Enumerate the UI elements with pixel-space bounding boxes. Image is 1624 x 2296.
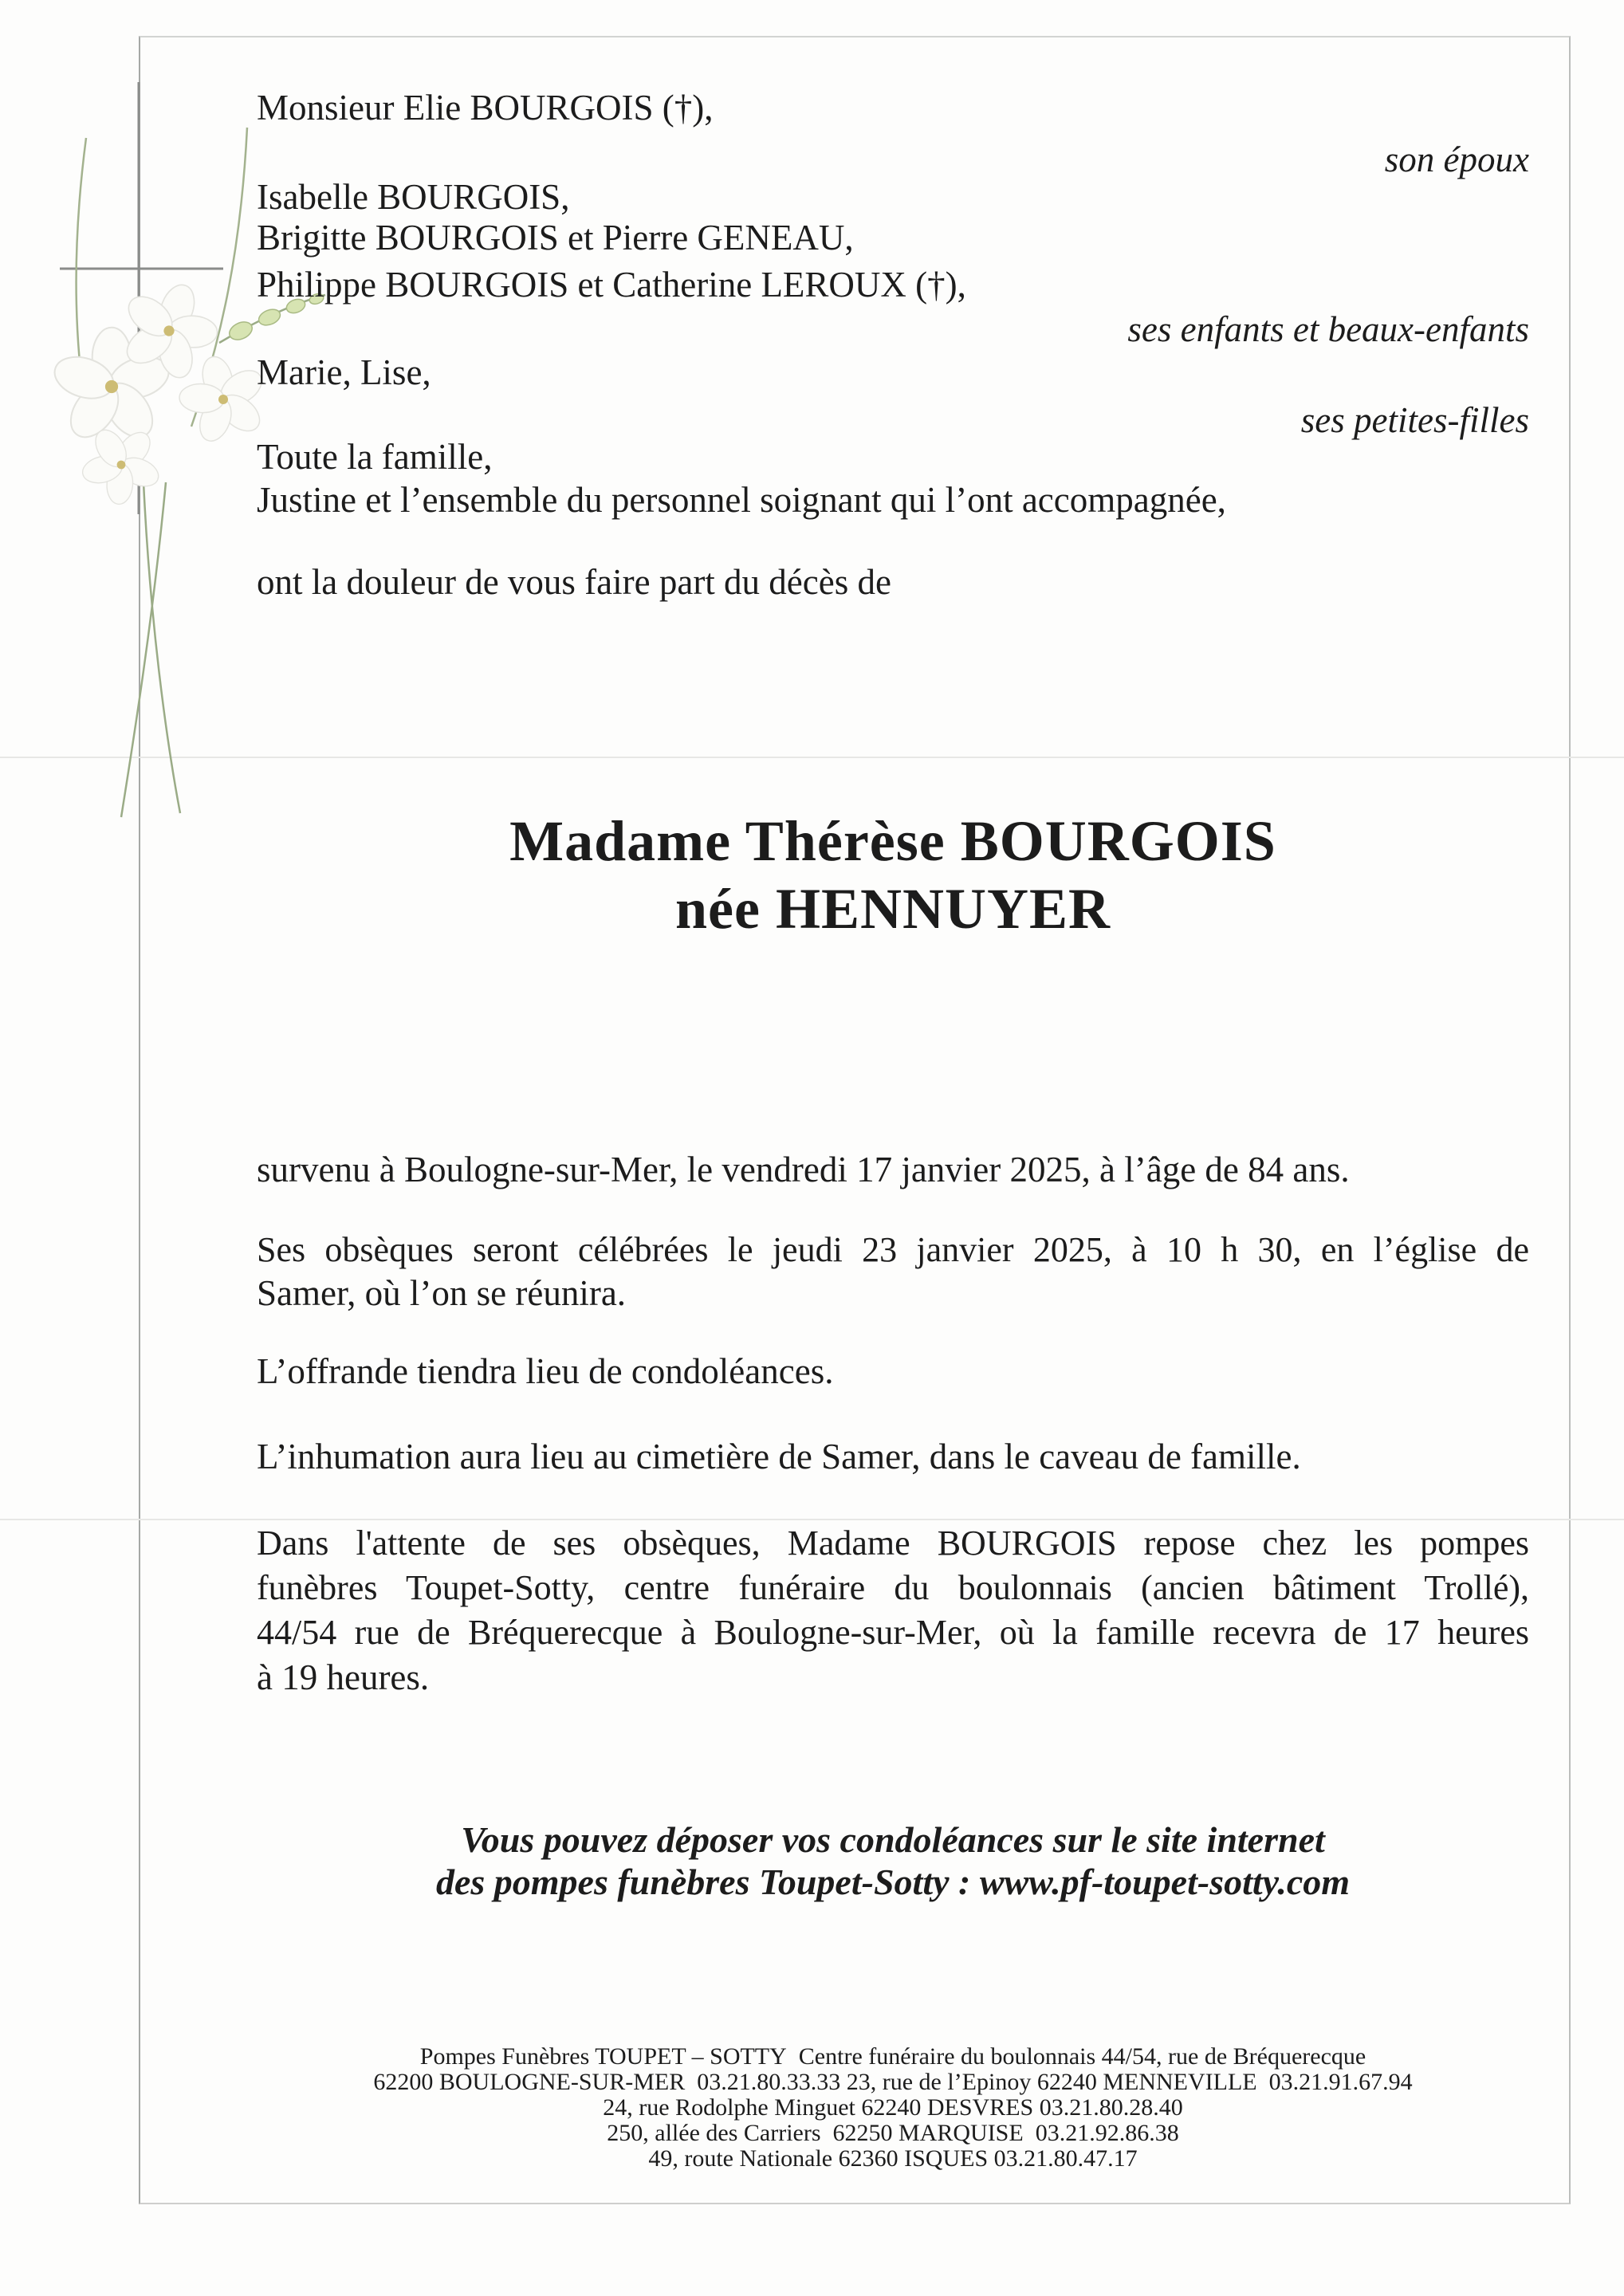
footer-line-1: Pompes Funèbres TOUPET – SOTTY Centre funéraire du boulonnais 44/54, rue de Bréquerecque	[419, 2043, 1366, 2070]
paragraph-funeral-line-1: Ses obsèques seront célébrées le jeudi 23 janvier 2025, à 10 h 30, en l’église de	[257, 1230, 1529, 1269]
paragraph-repose-line-2: funèbres Toupet-Sotty, centre funéraire du boulonnais (ancien bâtiment Trollé),	[257, 1568, 1529, 1607]
intro-line-family: Toute la famille,	[257, 437, 493, 477]
paragraph-offrande: L’offrande tiendra lieu de condoléances.	[257, 1351, 834, 1391]
footer-line-3: 24, rue Rodolphe Minguet 62240 DESVRES 03.21.80.28.40	[603, 2094, 1183, 2121]
intro-line-child-3: Philippe BOURGOIS et Catherine LEROUX (†),	[257, 265, 966, 305]
paragraph-funeral-line-2: Samer, où l’on se réunira.	[257, 1273, 627, 1313]
deceased-name-line-1: Madame Thérèse BOURGOIS	[509, 809, 1276, 873]
footer-line-5: 49, route Nationale 62360 ISQUES 03.21.80.47.17	[648, 2145, 1138, 2172]
text-column	[257, 0, 1529, 2296]
relation-label-enfants: ses enfants et beaux-enfants	[1127, 309, 1529, 349]
footer-line-4: 250, allée des Carriers 62250 MARQUISE 03.21.92.86.38	[607, 2120, 1179, 2146]
orchid-flowers	[49, 268, 279, 521]
footer-line-2: 62200 BOULOGNE-SUR-MER 03.21.80.33.33 23, rue de l’Epinoy 62240 MENNEVILLE 03.21.91.67.94	[373, 2069, 1413, 2095]
condolence-note-line-2: des pompes funèbres Toupet-Sotty : www.pf-toupet-sotty.com	[435, 1862, 1351, 1902]
paragraph-inhumation: L’inhumation aura lieu au cimetière de Samer, dans le caveau de famille.	[257, 1437, 1301, 1476]
intro-line-caregivers: Justine et l’ensemble du personnel soignant qui l’ont accompagnée,	[257, 480, 1226, 520]
intro-line-child-2: Brigitte BOURGOIS et Pierre GENEAU,	[257, 218, 854, 258]
intro-line-spouse: Monsieur Elie BOURGOIS (†),	[257, 88, 714, 128]
paragraph-death-details: survenu à Boulogne-sur-Mer, le vendredi 17 janvier 2025, à l’âge de 84 ans.	[257, 1150, 1350, 1189]
relation-label-petites-filles: ses petites-filles	[1300, 400, 1529, 440]
paragraph-repose-line-3: 44/54 rue de Bréquerecque à Boulogne-sur-Mer, où la famille recevra de 17 heures	[257, 1613, 1529, 1652]
paragraph-repose-line-4: à 19 heures.	[257, 1657, 430, 1697]
intro-line-child-1: Isabelle BOURGOIS,	[257, 177, 570, 217]
paragraph-repose-line-1: Dans l'attente de ses obsèques, Madame BOURGOIS repose chez les pompes	[257, 1523, 1529, 1563]
intro-line-grandchildren: Marie, Lise,	[257, 352, 431, 392]
deceased-name-line-2: née HENNUYER	[675, 877, 1111, 941]
condolence-note-line-1: Vous pouvez déposer vos condoléances sur le site internet	[461, 1819, 1325, 1860]
announcement-lead-line: ont la douleur de vous faire part du décès de	[257, 562, 891, 602]
relation-label-epoux: son époux	[1384, 140, 1529, 179]
